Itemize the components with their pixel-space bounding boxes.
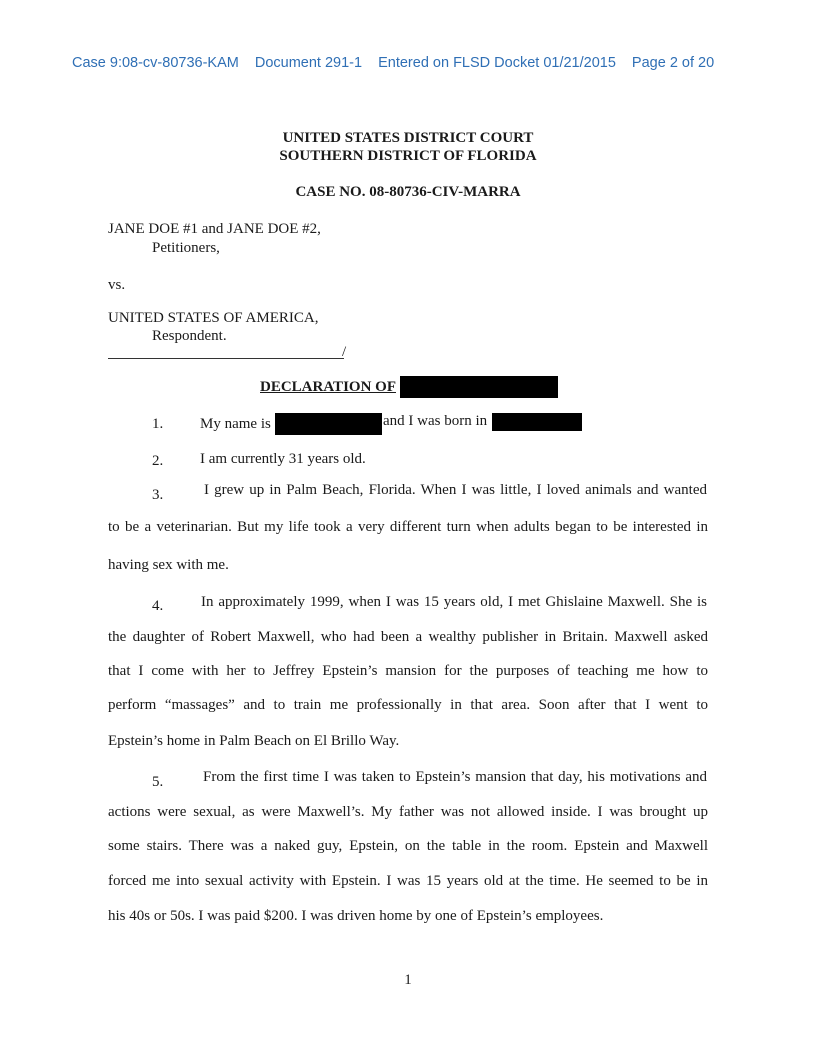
paragraph-text: perform “massages” and to train me professionally in that area. Soon after that I went to [108, 697, 708, 713]
paragraph-text: and I was born in [383, 413, 488, 429]
document-number-stamp: Document 291-1 [254, 55, 363, 71]
redaction-block [275, 413, 382, 435]
redaction-block [492, 413, 582, 431]
paragraph-text: In approximately 1999, when I was 15 years old, I met Ghislaine Maxwell. She is [201, 594, 707, 610]
paragraph-text: My name is [200, 416, 271, 432]
paragraph-number: 4. [152, 598, 164, 614]
case-number-stamp: Case 9:08-cv-80736-KAM [72, 55, 239, 71]
paragraph-line [108, 697, 708, 714]
filing-header [72, 55, 726, 71]
respondent-label: Respondent. [152, 328, 227, 344]
paragraph-text: having sex with me. [108, 557, 229, 573]
paragraph-number: 5. [152, 774, 164, 790]
paragraph-number: 2. [152, 453, 164, 469]
respondent-name: UNITED STATES OF AMERICA, [108, 310, 319, 326]
paragraph-line [204, 482, 707, 499]
paragraph-text: actions were sexual, as were Maxwell’s. My father was not allowed inside. I was brought up [108, 804, 708, 820]
paragraph-line [108, 873, 708, 890]
petitioners-names: JANE DOE #1 and JANE DOE #2, [108, 221, 321, 237]
paragraph-text: the daughter of Robert Maxwell, who had been a wealthy publisher in Britain. Maxwell asked [108, 629, 708, 645]
paragraph-number: 3. [152, 487, 164, 503]
paragraph-line [203, 769, 707, 786]
court-district: SOUTHERN DISTRICT OF FLORIDA [279, 148, 537, 164]
paragraph-line [108, 519, 708, 536]
paragraph-text: I grew up in Palm Beach, Florida. When I was little, I loved animals and wanted [204, 482, 707, 498]
paragraph-line [201, 594, 707, 611]
paragraph-line [108, 629, 708, 646]
versus-label: vs. [108, 277, 126, 293]
declaration-title: DECLARATION OF [260, 379, 396, 395]
paragraph-text: his 40s or 50s. I was paid $200. I was driven home by one of Epstein’s employees. [108, 908, 604, 924]
caption-divider [108, 358, 344, 359]
paragraph-text: forced me into sexual activity with Epstein. I was 15 years old at the time. He seemed to be in [108, 873, 708, 889]
paragraph-text: From the first time I was taken to Epstein’s mansion that day, his motivations and [203, 769, 707, 785]
petitioners-label: Petitioners, [152, 240, 220, 256]
paragraph-text: that I come with her to Jeffrey Epstein’s mansion for the purposes of teaching me how to [108, 663, 708, 679]
paragraph-line [108, 838, 708, 855]
page-number: 1 [404, 972, 412, 988]
paragraph-text: I am currently 31 years old. [200, 451, 366, 467]
page-count-stamp: Page 2 of 20 [631, 55, 715, 71]
paragraph-number: 1. [152, 416, 164, 432]
redaction-block [400, 376, 558, 398]
paragraph-text: some stairs. There was a naked guy, Epstein, on the table in the room. Epstein and Maxwell [108, 838, 708, 854]
paragraph-text: to be a veterinarian. But my life took a very different turn when adults began to be interested in [108, 519, 708, 535]
caption-slash: / [342, 344, 347, 360]
paragraph-text: Epstein’s home in Palm Beach on El Brillo Way. [108, 733, 400, 749]
court-name: UNITED STATES DISTRICT COURT [282, 130, 534, 146]
paragraph-line [108, 804, 708, 821]
paragraph-line [108, 663, 708, 680]
entered-date-stamp: Entered on FLSD Docket 01/21/2015 [378, 55, 616, 71]
case-number-heading: CASE NO. 08-80736-CIV-MARRA [295, 184, 521, 200]
